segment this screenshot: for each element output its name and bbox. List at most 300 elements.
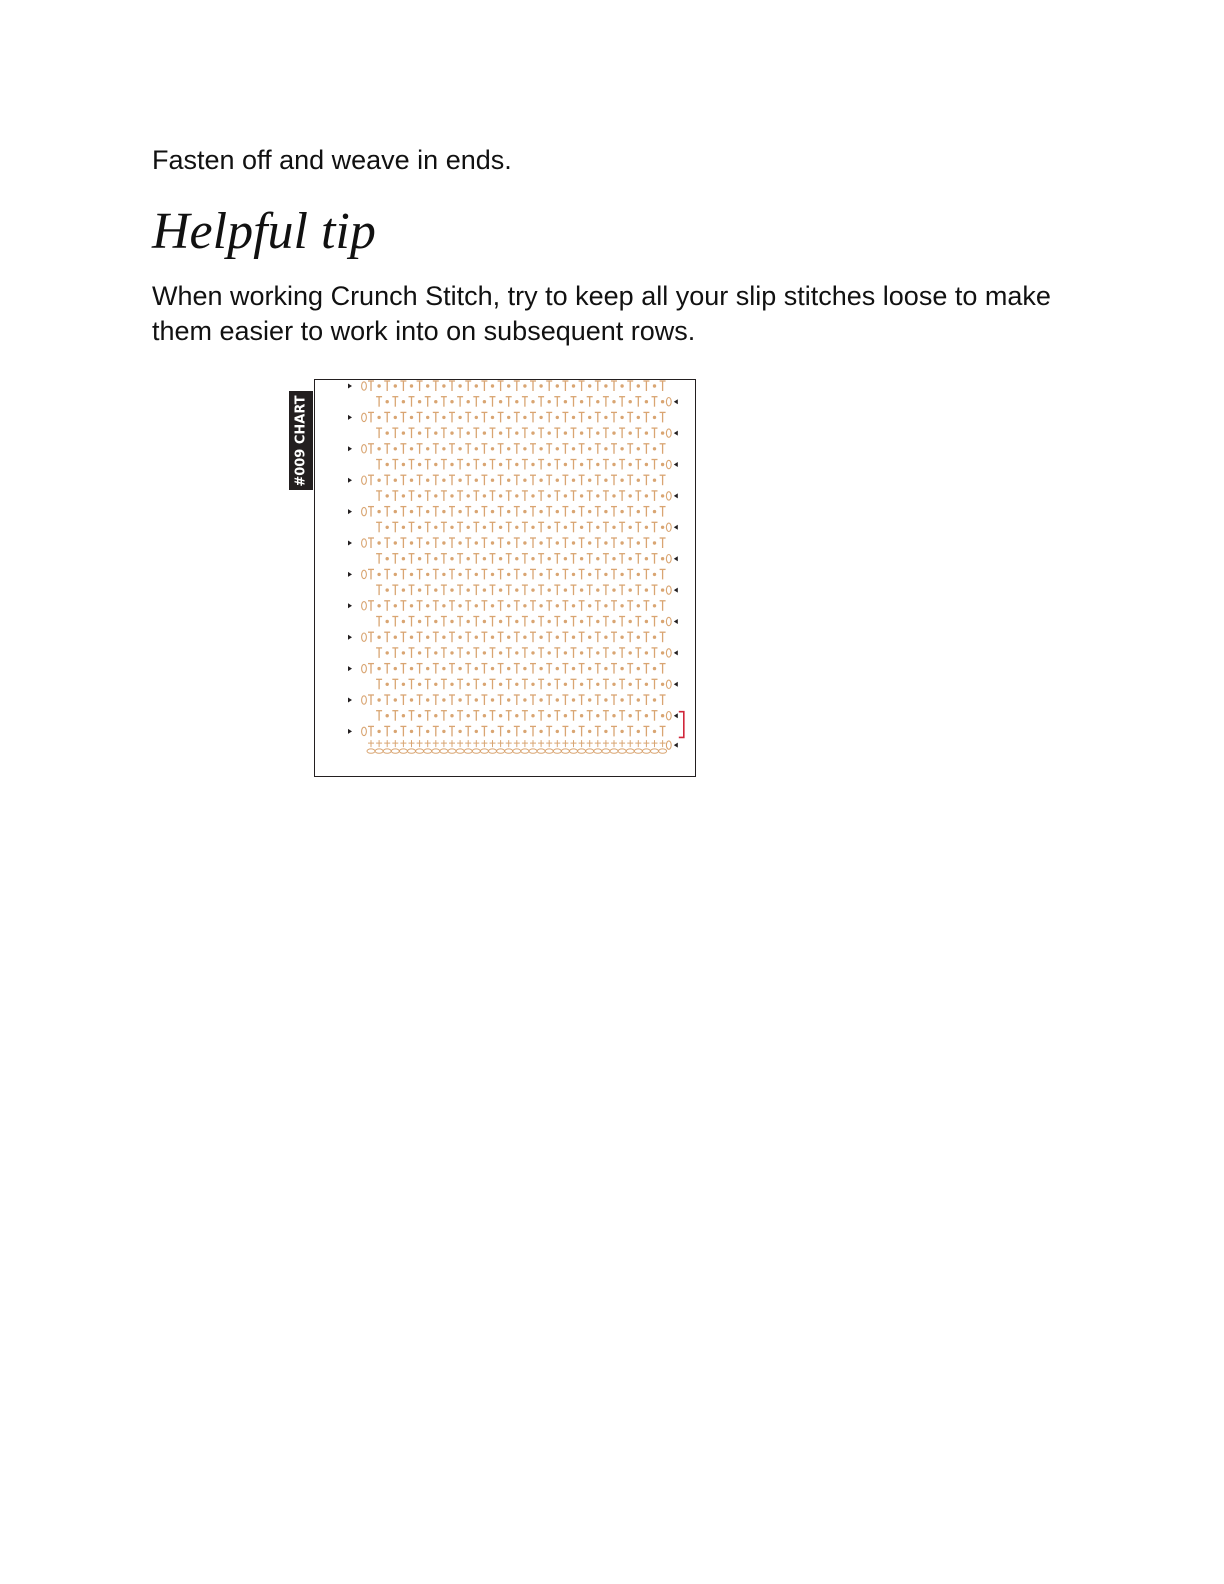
slip-stitch-dot — [620, 479, 623, 482]
slip-stitch-dot — [588, 698, 591, 701]
slip-stitch-dot — [426, 604, 429, 607]
slip-stitch-dot — [556, 667, 559, 670]
chain-stitch-oval — [666, 523, 671, 531]
slip-stitch-dot — [612, 557, 615, 560]
slip-stitch-dot — [386, 683, 389, 686]
slip-stitch-dot — [402, 526, 405, 529]
slip-stitch-dot — [645, 494, 648, 497]
slip-stitch-dot — [377, 541, 380, 544]
slip-stitch-dot — [507, 573, 510, 576]
slip-stitch-dot — [604, 541, 607, 544]
slip-stitch-dot — [645, 463, 648, 466]
slip-stitch-dot — [645, 588, 648, 591]
slip-stitch-dot — [483, 494, 486, 497]
slip-stitch-dot — [402, 620, 405, 623]
slip-stitch-dot — [442, 604, 445, 607]
slip-stitch-dot — [523, 730, 526, 733]
slip-stitch-dot — [539, 667, 542, 670]
row-start-arrow — [348, 384, 352, 389]
foundation-chain-oval — [529, 749, 537, 753]
slip-stitch-dot — [653, 416, 656, 419]
slip-stitch-dot — [467, 651, 470, 654]
slip-stitch-dot — [556, 416, 559, 419]
slip-stitch-dot — [377, 604, 380, 607]
slip-stitch-dot — [434, 651, 437, 654]
slip-stitch-dot — [426, 479, 429, 482]
slip-stitch-dot — [531, 400, 534, 403]
slip-stitch-dot — [596, 683, 599, 686]
slip-stitch-dot — [645, 400, 648, 403]
foundation-chain-oval — [594, 749, 602, 753]
slip-stitch-dot — [458, 416, 461, 419]
slip-stitch-dot — [386, 526, 389, 529]
chain-stitch-oval — [666, 741, 671, 749]
slip-stitch-dot — [499, 463, 502, 466]
slip-stitch-dot — [596, 714, 599, 717]
row-start-arrow — [674, 399, 678, 404]
slip-stitch-dot — [572, 636, 575, 639]
chain-stitch-oval — [362, 539, 367, 547]
slip-stitch-dot — [588, 384, 591, 387]
slip-stitch-dot — [572, 416, 575, 419]
slip-stitch-dot — [499, 651, 502, 654]
slip-stitch-dot — [523, 636, 526, 639]
slip-stitch-dot — [377, 447, 380, 450]
slip-stitch-dot — [612, 431, 615, 434]
slip-stitch-dot — [612, 494, 615, 497]
slip-stitch-dot — [483, 526, 486, 529]
slip-stitch-dot — [661, 683, 664, 686]
slip-stitch-dot — [458, 667, 461, 670]
slip-stitch-dot — [645, 620, 648, 623]
row-start-arrow — [674, 713, 678, 718]
slip-stitch-dot — [507, 416, 510, 419]
slip-stitch-dot — [588, 573, 591, 576]
slip-stitch-dot — [588, 604, 591, 607]
slip-stitch-dot — [523, 384, 526, 387]
slip-stitch-dot — [637, 479, 640, 482]
slip-stitch-dot — [377, 384, 380, 387]
slip-stitch-dot — [539, 573, 542, 576]
slip-stitch-dot — [539, 730, 542, 733]
slip-stitch-dot — [410, 384, 413, 387]
slip-stitch-dot — [564, 714, 567, 717]
slip-stitch-dot — [467, 683, 470, 686]
slip-stitch-dot — [556, 573, 559, 576]
slip-stitch-dot — [394, 541, 397, 544]
slip-stitch-dot — [483, 557, 486, 560]
foundation-chain-oval — [383, 749, 391, 753]
slip-stitch-dot — [394, 730, 397, 733]
slip-stitch-dot — [377, 510, 380, 513]
slip-stitch-dot — [442, 573, 445, 576]
slip-stitch-dot — [515, 620, 518, 623]
slip-stitch-dot — [483, 714, 486, 717]
slip-stitch-dot — [531, 494, 534, 497]
slip-stitch-dot — [661, 494, 664, 497]
slip-stitch-dot — [596, 557, 599, 560]
slip-stitch-dot — [515, 714, 518, 717]
slip-stitch-dot — [394, 573, 397, 576]
slip-stitch-dot — [645, 683, 648, 686]
slip-stitch-dot — [637, 541, 640, 544]
slip-stitch-dot — [402, 714, 405, 717]
slip-stitch-dot — [572, 667, 575, 670]
slip-stitch-dot — [475, 510, 478, 513]
slip-stitch-dot — [548, 714, 551, 717]
slip-stitch-dot — [426, 541, 429, 544]
chain-stitch-oval — [362, 570, 367, 578]
slip-stitch-dot — [531, 588, 534, 591]
slip-stitch-dot — [507, 510, 510, 513]
slip-stitch-dot — [491, 730, 494, 733]
stitch-chart — [314, 379, 696, 777]
slip-stitch-dot — [564, 494, 567, 497]
slip-stitch-dot — [612, 463, 615, 466]
slip-stitch-dot — [637, 636, 640, 639]
row-start-arrow — [674, 619, 678, 624]
slip-stitch-dot — [556, 447, 559, 450]
slip-stitch-dot — [612, 714, 615, 717]
foundation-chain-oval — [416, 749, 424, 753]
slip-stitch-dot — [377, 416, 380, 419]
slip-stitch-dot — [548, 400, 551, 403]
slip-stitch-dot — [637, 604, 640, 607]
foundation-chain-oval — [408, 749, 416, 753]
slip-stitch-dot — [515, 683, 518, 686]
slip-stitch-dot — [620, 541, 623, 544]
foundation-chain-oval — [586, 749, 594, 753]
tip-body: When working Crunch Stitch, try to keep all your slip stitches loose to make them easier to work into on subsequent rows. — [152, 281, 1051, 346]
slip-stitch-dot — [491, 384, 494, 387]
chain-stitch-oval — [362, 413, 367, 421]
slip-stitch-dot — [580, 400, 583, 403]
foundation-chain-oval — [521, 749, 529, 753]
slip-stitch-dot — [499, 557, 502, 560]
chain-stitch-oval — [362, 633, 367, 641]
slip-stitch-dot — [475, 698, 478, 701]
slip-stitch-dot — [653, 479, 656, 482]
repeat-bracket — [679, 712, 684, 738]
chain-stitch-oval — [362, 476, 367, 484]
slip-stitch-dot — [458, 384, 461, 387]
slip-stitch-dot — [588, 636, 591, 639]
chain-stitch-oval — [666, 586, 671, 594]
foundation-chain-oval — [497, 749, 505, 753]
slip-stitch-dot — [410, 730, 413, 733]
slip-stitch-dot — [386, 463, 389, 466]
slip-stitch-dot — [394, 447, 397, 450]
row-start-arrow — [674, 525, 678, 530]
row-start-arrow — [348, 572, 352, 577]
slip-stitch-dot — [620, 573, 623, 576]
slip-stitch-dot — [377, 698, 380, 701]
row-start-arrow — [348, 509, 352, 514]
slip-stitch-dot — [629, 620, 632, 623]
slip-stitch-dot — [467, 494, 470, 497]
slip-stitch-dot — [377, 479, 380, 482]
foundation-chain-oval — [659, 749, 667, 753]
slip-stitch-dot — [588, 667, 591, 670]
slip-stitch-dot — [410, 604, 413, 607]
slip-stitch-dot — [539, 510, 542, 513]
slip-stitch-dot — [467, 620, 470, 623]
slip-stitch-dot — [572, 510, 575, 513]
slip-stitch-dot — [604, 416, 607, 419]
row-start-arrow — [348, 603, 352, 608]
slip-stitch-dot — [507, 541, 510, 544]
slip-stitch-dot — [604, 730, 607, 733]
slip-stitch-dot — [394, 636, 397, 639]
slip-stitch-dot — [531, 651, 534, 654]
slip-stitch-dot — [620, 604, 623, 607]
slip-stitch-dot — [515, 463, 518, 466]
slip-stitch-dot — [386, 400, 389, 403]
foundation-chain-oval — [375, 749, 383, 753]
slip-stitch-dot — [572, 698, 575, 701]
chain-stitch-oval — [666, 555, 671, 563]
slip-stitch-dot — [467, 431, 470, 434]
slip-stitch-dot — [418, 494, 421, 497]
foundation-chain-oval — [464, 749, 472, 753]
foundation-chain-oval — [610, 749, 618, 753]
foundation-chain-oval — [367, 749, 375, 753]
slip-stitch-dot — [596, 463, 599, 466]
slip-stitch-dot — [629, 494, 632, 497]
slip-stitch-dot — [434, 526, 437, 529]
slip-stitch-dot — [604, 636, 607, 639]
slip-stitch-dot — [653, 667, 656, 670]
slip-stitch-dot — [442, 667, 445, 670]
slip-stitch-dot — [612, 620, 615, 623]
slip-stitch-dot — [483, 431, 486, 434]
slip-stitch-dot — [507, 636, 510, 639]
slip-stitch-dot — [523, 541, 526, 544]
slip-stitch-dot — [426, 573, 429, 576]
slip-stitch-dot — [515, 494, 518, 497]
slip-stitch-dot — [661, 557, 664, 560]
slip-stitch-dot — [604, 510, 607, 513]
slip-stitch-dot — [572, 541, 575, 544]
slip-stitch-dot — [637, 510, 640, 513]
slip-stitch-dot — [620, 667, 623, 670]
foundation-chain-oval — [537, 749, 545, 753]
row-start-arrow — [674, 431, 678, 436]
slip-stitch-dot — [418, 683, 421, 686]
slip-stitch-dot — [580, 651, 583, 654]
slip-stitch-dot — [491, 416, 494, 419]
slip-stitch-dot — [402, 683, 405, 686]
slip-stitch-dot — [499, 620, 502, 623]
row-start-arrow — [674, 682, 678, 687]
slip-stitch-dot — [580, 588, 583, 591]
slip-stitch-dot — [564, 526, 567, 529]
slip-stitch-dot — [475, 573, 478, 576]
slip-stitch-dot — [564, 588, 567, 591]
slip-stitch-dot — [434, 588, 437, 591]
slip-stitch-dot — [629, 431, 632, 434]
slip-stitch-dot — [523, 447, 526, 450]
slip-stitch-dot — [620, 384, 623, 387]
chain-stitch-oval — [666, 429, 671, 437]
slip-stitch-dot — [637, 384, 640, 387]
slip-stitch-dot — [572, 384, 575, 387]
slip-stitch-dot — [612, 400, 615, 403]
slip-stitch-dot — [515, 651, 518, 654]
slip-stitch-dot — [620, 698, 623, 701]
slip-stitch-dot — [402, 463, 405, 466]
slip-stitch-dot — [475, 416, 478, 419]
row-start-arrow — [674, 556, 678, 561]
slip-stitch-dot — [434, 400, 437, 403]
chain-stitch-oval — [362, 507, 367, 515]
slip-stitch-dot — [637, 667, 640, 670]
foundation-chain-oval — [618, 749, 626, 753]
slip-stitch-dot — [491, 447, 494, 450]
chart-tab — [289, 391, 313, 490]
slip-stitch-dot — [556, 541, 559, 544]
chain-stitch-oval — [666, 680, 671, 688]
slip-stitch-dot — [467, 714, 470, 717]
chain-stitch-oval — [362, 445, 367, 453]
slip-stitch-dot — [418, 620, 421, 623]
slip-stitch-dot — [645, 557, 648, 560]
slip-stitch-dot — [596, 651, 599, 654]
slip-stitch-dot — [645, 714, 648, 717]
slip-stitch-dot — [653, 604, 656, 607]
slip-stitch-dot — [572, 447, 575, 450]
slip-stitch-dot — [612, 526, 615, 529]
foundation-chain-oval — [651, 749, 659, 753]
slip-stitch-dot — [483, 588, 486, 591]
slip-stitch-dot — [499, 714, 502, 717]
slip-stitch-dot — [450, 620, 453, 623]
slip-stitch-dot — [580, 463, 583, 466]
slip-stitch-dot — [637, 573, 640, 576]
chain-stitch-oval — [666, 617, 671, 625]
slip-stitch-dot — [539, 416, 542, 419]
foundation-chain-oval — [489, 749, 497, 753]
row-start-arrow — [674, 743, 678, 748]
slip-stitch-dot — [458, 541, 461, 544]
foundation-chain-oval — [602, 749, 610, 753]
row-start-arrow — [348, 698, 352, 703]
slip-stitch-dot — [653, 541, 656, 544]
slip-stitch-dot — [548, 620, 551, 623]
slip-stitch-dot — [612, 651, 615, 654]
slip-stitch-dot — [531, 557, 534, 560]
slip-stitch-dot — [604, 698, 607, 701]
foundation-chain-oval — [642, 749, 650, 753]
slip-stitch-dot — [458, 573, 461, 576]
slip-stitch-dot — [531, 683, 534, 686]
slip-stitch-dot — [588, 730, 591, 733]
slip-stitch-dot — [394, 667, 397, 670]
slip-stitch-dot — [394, 384, 397, 387]
slip-stitch-dot — [450, 557, 453, 560]
slip-stitch-dot — [612, 588, 615, 591]
slip-stitch-dot — [645, 651, 648, 654]
slip-stitch-dot — [418, 463, 421, 466]
row-start-arrow — [348, 478, 352, 483]
slip-stitch-dot — [620, 730, 623, 733]
slip-stitch-dot — [450, 494, 453, 497]
row-start-arrow — [348, 635, 352, 640]
slip-stitch-dot — [620, 447, 623, 450]
slip-stitch-dot — [450, 651, 453, 654]
slip-stitch-dot — [426, 447, 429, 450]
foundation-chain-oval — [448, 749, 456, 753]
slip-stitch-dot — [450, 714, 453, 717]
slip-stitch-dot — [426, 384, 429, 387]
foundation-chain-oval — [578, 749, 586, 753]
slip-stitch-dot — [402, 431, 405, 434]
slip-stitch-dot — [402, 400, 405, 403]
foundation-chain-oval — [513, 749, 521, 753]
slip-stitch-dot — [450, 588, 453, 591]
slip-stitch-dot — [653, 510, 656, 513]
slip-stitch-dot — [604, 384, 607, 387]
row-start-arrow — [348, 541, 352, 546]
slip-stitch-dot — [620, 416, 623, 419]
slip-stitch-dot — [637, 447, 640, 450]
slip-stitch-dot — [515, 557, 518, 560]
slip-stitch-dot — [572, 730, 575, 733]
slip-stitch-dot — [629, 557, 632, 560]
slip-stitch-dot — [531, 620, 534, 623]
slip-stitch-dot — [491, 541, 494, 544]
slip-stitch-dot — [483, 620, 486, 623]
slip-stitch-dot — [483, 683, 486, 686]
slip-stitch-dot — [442, 698, 445, 701]
slip-stitch-dot — [588, 510, 591, 513]
slip-stitch-dot — [620, 510, 623, 513]
slip-stitch-dot — [523, 510, 526, 513]
slip-stitch-dot — [653, 573, 656, 576]
slip-stitch-dot — [434, 557, 437, 560]
slip-stitch-dot — [458, 698, 461, 701]
slip-stitch-dot — [386, 651, 389, 654]
slip-stitch-dot — [556, 479, 559, 482]
slip-stitch-dot — [580, 526, 583, 529]
slip-stitch-dot — [426, 510, 429, 513]
slip-stitch-dot — [467, 526, 470, 529]
slip-stitch-dot — [483, 463, 486, 466]
slip-stitch-dot — [507, 730, 510, 733]
slip-stitch-dot — [539, 479, 542, 482]
slip-stitch-dot — [442, 384, 445, 387]
slip-stitch-dot — [523, 667, 526, 670]
slip-stitch-dot — [580, 431, 583, 434]
slip-stitch-dot — [410, 447, 413, 450]
slip-stitch-dot — [434, 683, 437, 686]
slip-stitch-dot — [661, 400, 664, 403]
slip-stitch-dot — [394, 698, 397, 701]
chain-stitch-oval — [362, 696, 367, 704]
slip-stitch-dot — [475, 730, 478, 733]
slip-stitch-dot — [556, 730, 559, 733]
foundation-chain-oval — [432, 749, 440, 753]
slip-stitch-dot — [467, 400, 470, 403]
slip-stitch-dot — [410, 416, 413, 419]
slip-stitch-dot — [539, 698, 542, 701]
slip-stitch-dot — [596, 400, 599, 403]
slip-stitch-dot — [507, 479, 510, 482]
slip-stitch-dot — [499, 400, 502, 403]
slip-stitch-dot — [620, 636, 623, 639]
slip-stitch-dot — [596, 588, 599, 591]
row-start-arrow — [348, 729, 352, 734]
